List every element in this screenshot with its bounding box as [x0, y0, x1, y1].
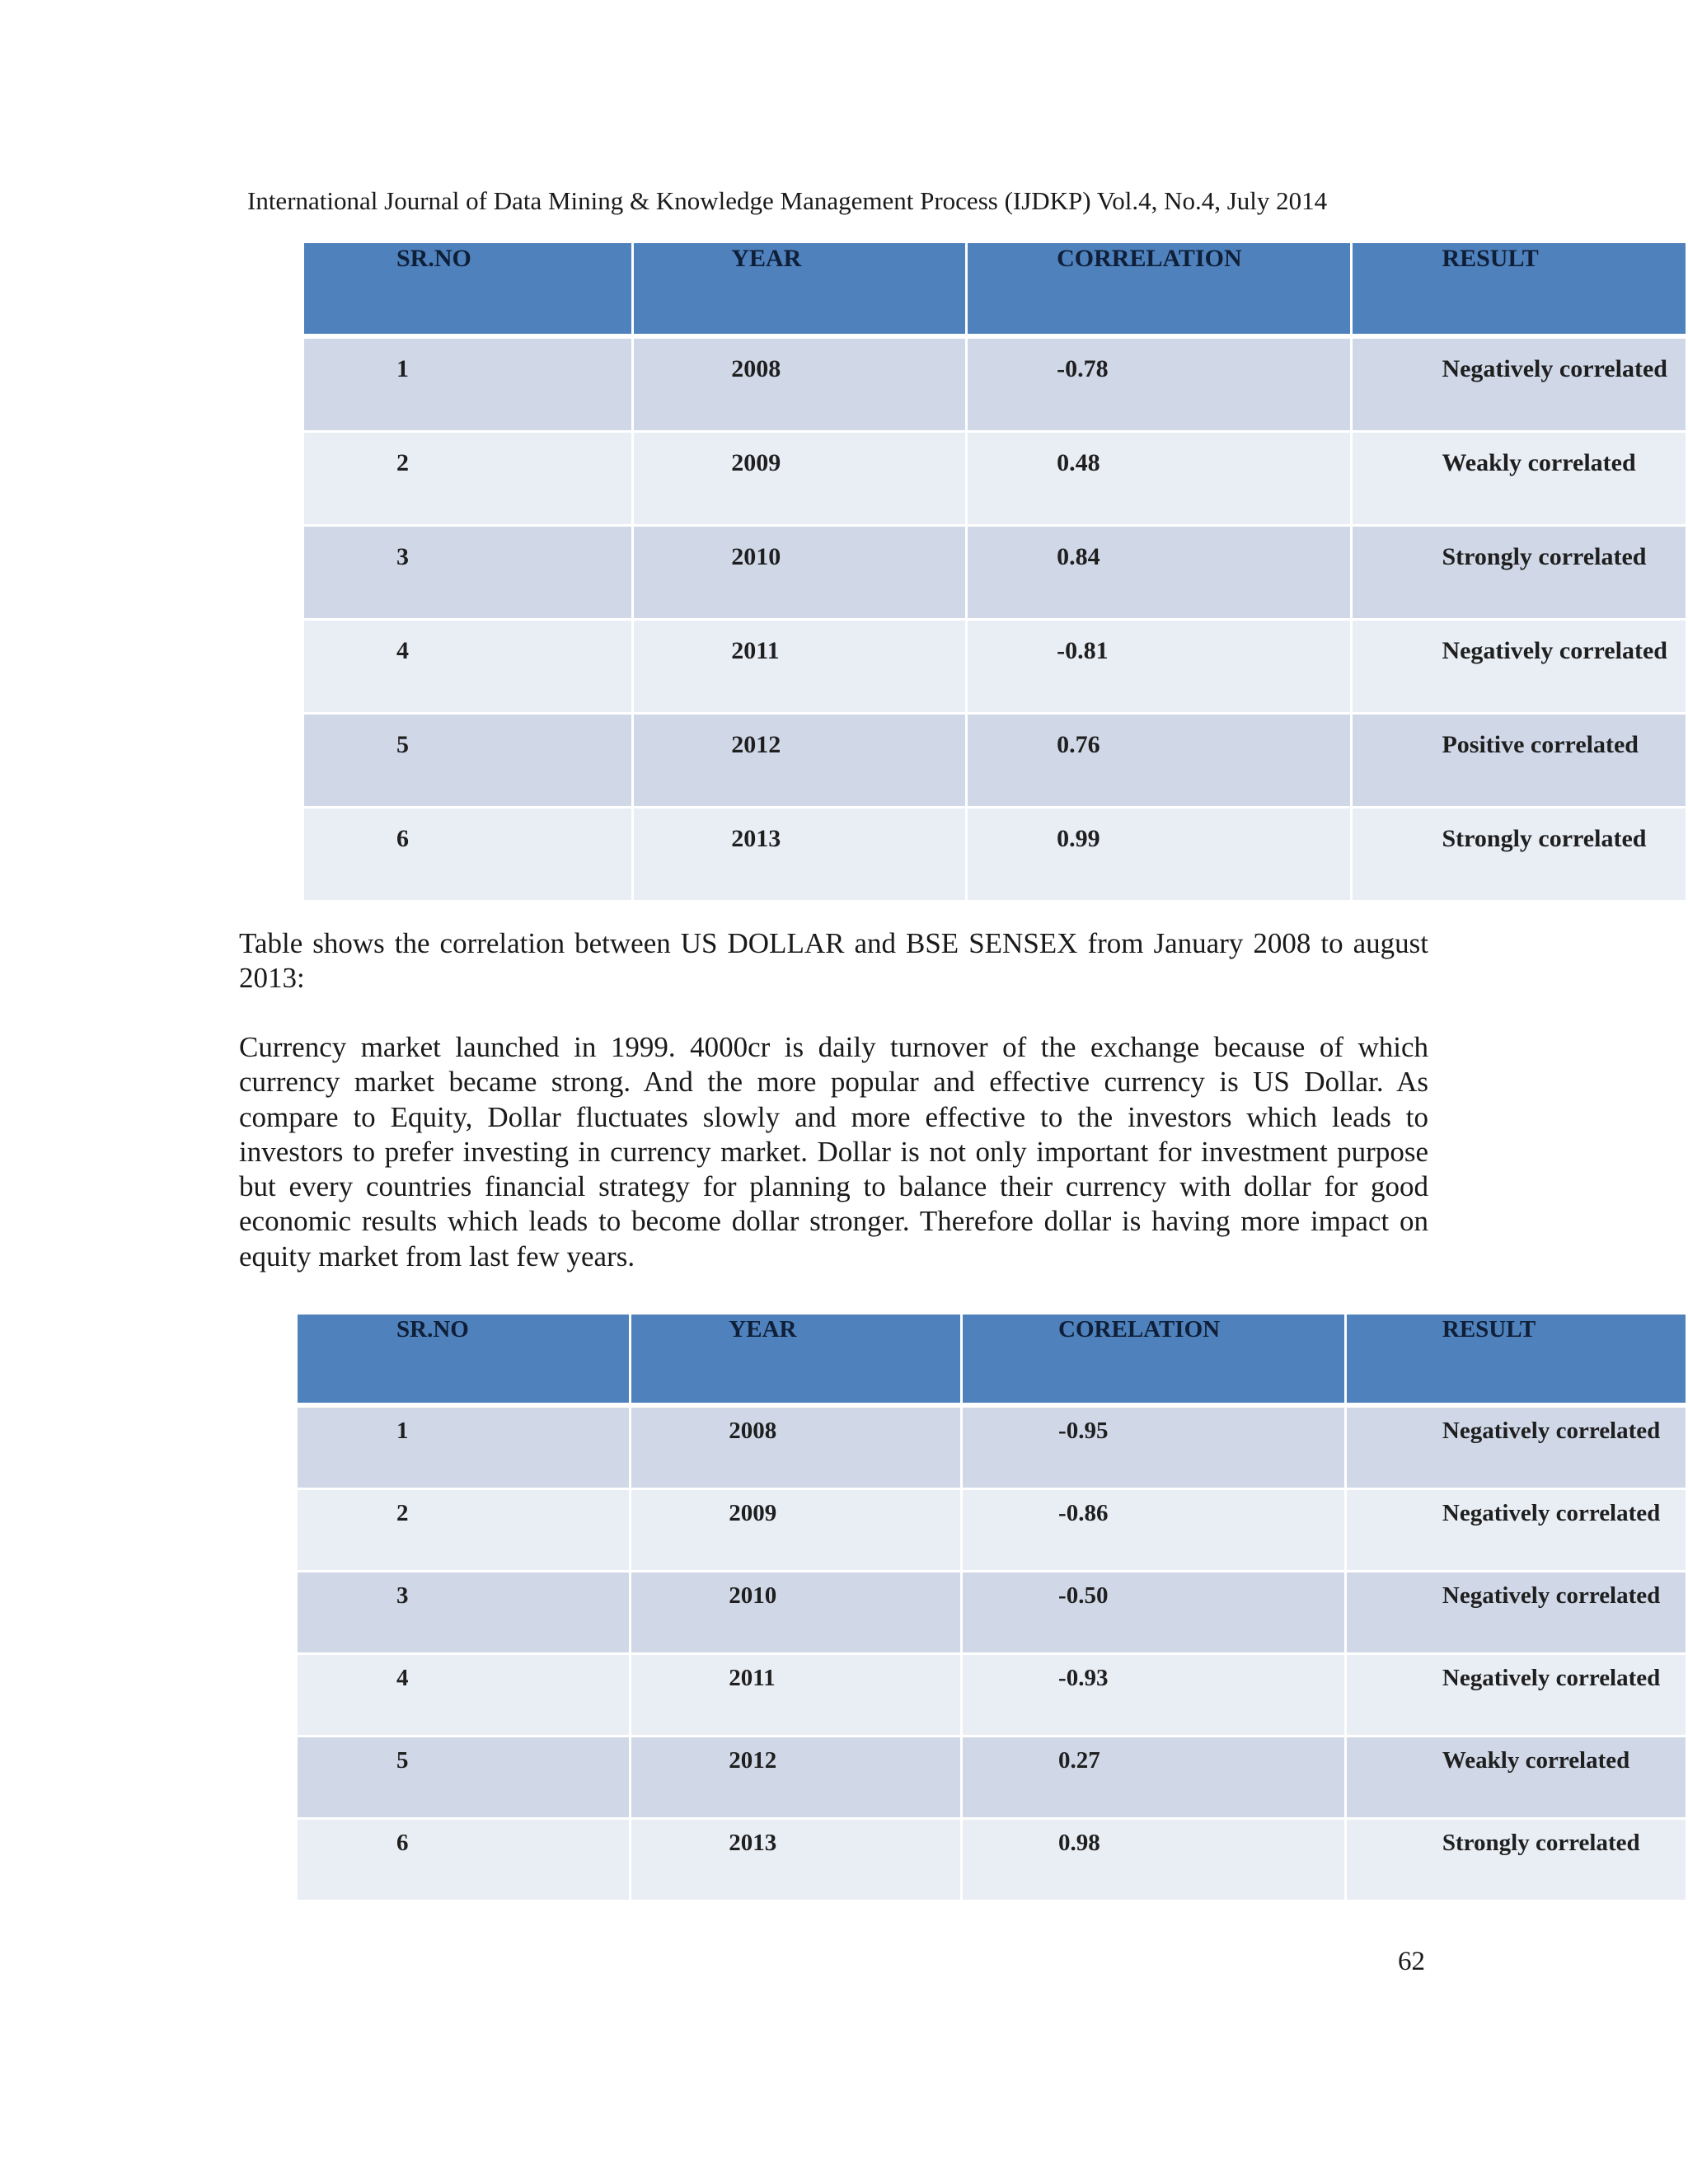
cell-year: 2010: [731, 543, 781, 570]
correlation-table-1: [302, 241, 1688, 902]
cell-result: Positive correlated: [1442, 731, 1639, 758]
cell-sr-no: 1: [396, 1418, 409, 1444]
cell-correlation: -0.95: [1058, 1418, 1109, 1444]
cell-year: 2012: [731, 731, 781, 758]
cell-correlation: -0.78: [1057, 355, 1109, 382]
cell-year: 2008: [729, 1418, 777, 1444]
table-body: [303, 336, 1687, 902]
cell-sr-no: 4: [396, 637, 409, 664]
cell-year: 2013: [729, 1830, 777, 1856]
cell-year: 2011: [731, 637, 780, 664]
cell-result: Strongly correlated: [1442, 543, 1647, 570]
cell-correlation: -0.86: [1058, 1500, 1109, 1526]
table-row: [303, 620, 1687, 714]
cell-result: Negatively correlated: [1442, 1500, 1661, 1526]
table-row: [297, 1654, 1687, 1736]
cell-result: Negatively correlated: [1442, 1665, 1661, 1691]
cell-year: 2009: [731, 449, 781, 476]
cell-sr-no: 6: [396, 1830, 409, 1856]
cell-result: Weakly correlated: [1442, 449, 1636, 476]
table-header-row: [303, 242, 1687, 337]
table-row: [297, 1489, 1687, 1572]
column-header-year: YEAR: [633, 242, 967, 337]
cell-year: 2013: [731, 825, 781, 852]
table-row: [303, 432, 1687, 526]
cell-sr-no: 5: [396, 1747, 409, 1774]
table-row: [303, 526, 1687, 620]
cell-year: 2009: [729, 1500, 777, 1526]
cell-correlation: -0.81: [1057, 637, 1109, 664]
cell-correlation: 0.84: [1057, 543, 1100, 570]
cell-sr-no: 6: [396, 825, 409, 852]
cell-correlation: 0.76: [1057, 731, 1100, 758]
table-caption: Table shows the correlation between US DOLLAR and BSE SENSEX from January 2008 to august 2013:: [239, 927, 1428, 994]
table-row: [303, 336, 1687, 432]
table-body: [297, 1405, 1687, 1901]
cell-sr-no: 3: [396, 543, 409, 570]
cell-correlation: 0.99: [1057, 825, 1100, 852]
column-header-sr-no: SR.NO: [303, 242, 633, 337]
table-row: [297, 1736, 1687, 1819]
table-row: [303, 714, 1687, 808]
cell-result: Strongly correlated: [1442, 825, 1647, 852]
column-header-year: YEAR: [631, 1314, 962, 1406]
cell-year: 2010: [729, 1582, 777, 1609]
column-header-sr-no: SR.NO: [297, 1314, 631, 1406]
column-header-result: RESULT: [1352, 242, 1687, 337]
cell-result: Negatively correlated: [1442, 1418, 1661, 1444]
cell-correlation: 0.48: [1057, 449, 1100, 476]
cell-correlation: 0.27: [1058, 1747, 1100, 1774]
page-number: 62: [1398, 1947, 1425, 1976]
table-row: [297, 1405, 1687, 1489]
cell-correlation: 0.98: [1058, 1830, 1100, 1856]
body-paragraph: Currency market launched in 1999. 4000cr is daily turnover of the exchange because of which currency market became strong. And the more popular and effective currency is US Dollar. As compare to Equity, Dollar fluctuates slowly and more effective to the investors which leads to investors to prefer investing in currency market. Dollar is not only important for investment purpose but every countries financial strategy for planning to balance their currency with dollar for good economic results which leads to become dollar stronger. Therefore dollar is having more impact on equity market from last few years.: [239, 1031, 1428, 1272]
cell-sr-no: 4: [396, 1665, 409, 1691]
cell-result: Negatively correlated: [1442, 637, 1667, 664]
column-header-correlation: CORRELATION: [967, 242, 1352, 337]
cell-sr-no: 3: [396, 1582, 409, 1609]
column-header-result: RESULT: [1345, 1314, 1686, 1406]
cell-result: Weakly correlated: [1442, 1747, 1630, 1774]
cell-sr-no: 5: [396, 731, 409, 758]
cell-result: Negatively correlated: [1442, 1582, 1661, 1609]
table-row: [297, 1819, 1687, 1901]
correlation-table-2: [295, 1312, 1688, 1902]
running-head: International Journal of Data Mining & Knowledge Management Process (IJDKP) Vol.4, No.4, July 2014: [247, 186, 1328, 215]
cell-result: Negatively correlated: [1442, 355, 1667, 382]
cell-sr-no: 2: [396, 1500, 409, 1526]
cell-year: 2011: [729, 1665, 776, 1691]
cell-year: 2012: [729, 1747, 777, 1774]
table-row: [297, 1572, 1687, 1654]
column-header-correlation: CORELATION: [962, 1314, 1346, 1406]
table-header-row: [297, 1314, 1687, 1406]
cell-correlation: -0.50: [1058, 1582, 1109, 1609]
cell-correlation: -0.93: [1058, 1665, 1109, 1691]
cell-year: 2008: [731, 355, 781, 382]
cell-result: Strongly correlated: [1442, 1830, 1640, 1856]
cell-sr-no: 2: [396, 449, 409, 476]
cell-sr-no: 1: [396, 355, 409, 382]
table-row: [303, 808, 1687, 902]
